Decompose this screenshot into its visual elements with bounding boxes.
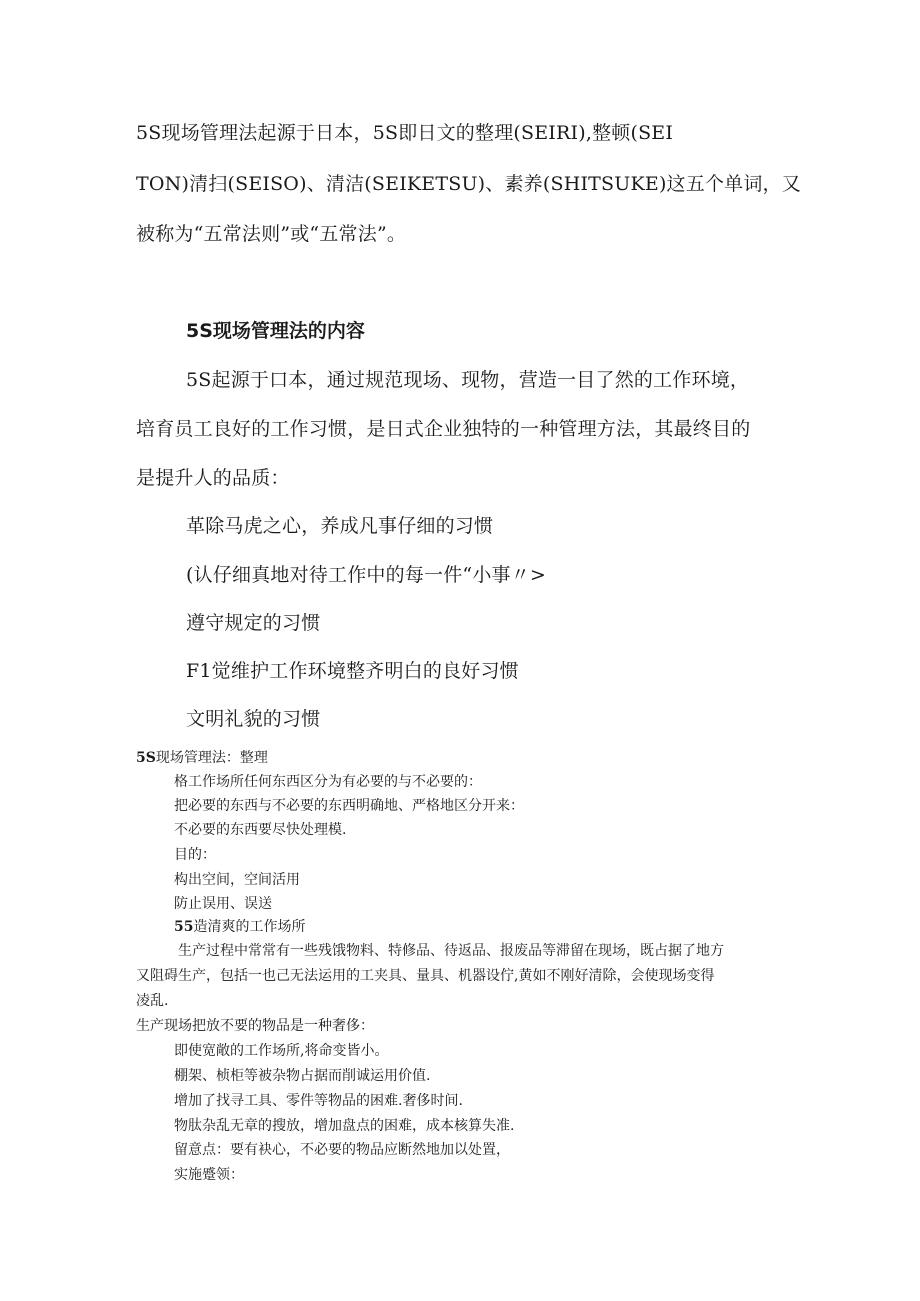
sort-line: 格工作场所任何东西区分为有必要的与不必要的： [174, 774, 482, 790]
sort-subtitle-rest: 造清爽的工作场所 [193, 919, 306, 935]
content-item: F1觉维护工作环境整齐明白的良好习惯 [186, 660, 519, 682]
content-para-line-3: 是提升人的品质： [136, 467, 290, 489]
content-item: 文明礼貌的习惯 [186, 708, 321, 730]
content-item: (认仔细真地对待工作中的每一件“小事〃> [186, 564, 547, 586]
sort-para-line-3: 凌乱. [136, 993, 169, 1009]
sort-line: 把必要的东西与不必要的东西明确地、严格地区分开来： [174, 798, 524, 814]
content-para-line-1: 5S起源于口本，通过规范现场、现物，营造一目了然的工作环境， [186, 369, 750, 391]
sort-para-line-1: 生产过程中常常有一些残饿物料、特修品、待返品、报废品等滞留在现场，既占据了地方 [178, 943, 724, 959]
waste-line: 实施蹙领： [174, 1167, 244, 1183]
sort-line: 目的： [174, 847, 216, 863]
sort-para-line-2: 又阻碍生产，包括一也己无法运用的工夹具、量具、机器设佇,黄如不刚好清除，会使现场变得 [136, 968, 715, 984]
content-para-line-2: 培育员工良好的工作习惯，是日式企业独特的一种管理方法，其最终目的 [136, 418, 751, 440]
waste-line: 增加了找寻工具、零件等物品的困难.奢侈时间. [174, 1093, 463, 1109]
sort-line: 构出空间，空间活用 [174, 872, 300, 888]
intro-line-1: 5S现场管理法起源于日本，5S即日文的整理(SEIRI),整顿(SEI [136, 122, 674, 144]
intro-line-2: TON)清扫(SEISO)、清洁(SEIKETSU)、素养(SHITSUKE)这五个单词，又 [136, 173, 801, 195]
waste-line: 留意点：要有袂心，不必要的物品应断然地加以处置， [174, 1142, 510, 1158]
content-item: 遵守规定的习惯 [186, 612, 321, 634]
sort-title-prefix: 5S [136, 750, 156, 766]
waste-line: 棚架、桢柜等被杂物占据而削诚运用价值. [174, 1068, 431, 1084]
sort-title-rest: 现场管理法：整理 [155, 750, 268, 766]
content-heading: 5S现场管理法的内容 [186, 320, 365, 342]
intro-line-3: 被称为“五常法则”或“五常法”。 [136, 223, 407, 245]
sort-line: 不必要的东西要尽快处理模. [174, 822, 347, 838]
waste-line: 即使宽敞的工作场所,将命变皆小。 [174, 1043, 389, 1059]
sort-subtitle-prefix: 55 [174, 919, 194, 935]
sort-subtitle [174, 917, 305, 937]
content-item: 革除马虎之心，养成凡事仔细的习惯 [186, 515, 494, 537]
sort-line: 防止误用、误送 [174, 896, 272, 912]
waste-heading: 生产现场把放不要的物品是一种奢侈： [136, 1018, 374, 1034]
waste-line: 物肽杂乱无章的搜放，增加盘点的困难，成本核算失准. [174, 1118, 515, 1134]
sort-section-title [136, 748, 268, 768]
